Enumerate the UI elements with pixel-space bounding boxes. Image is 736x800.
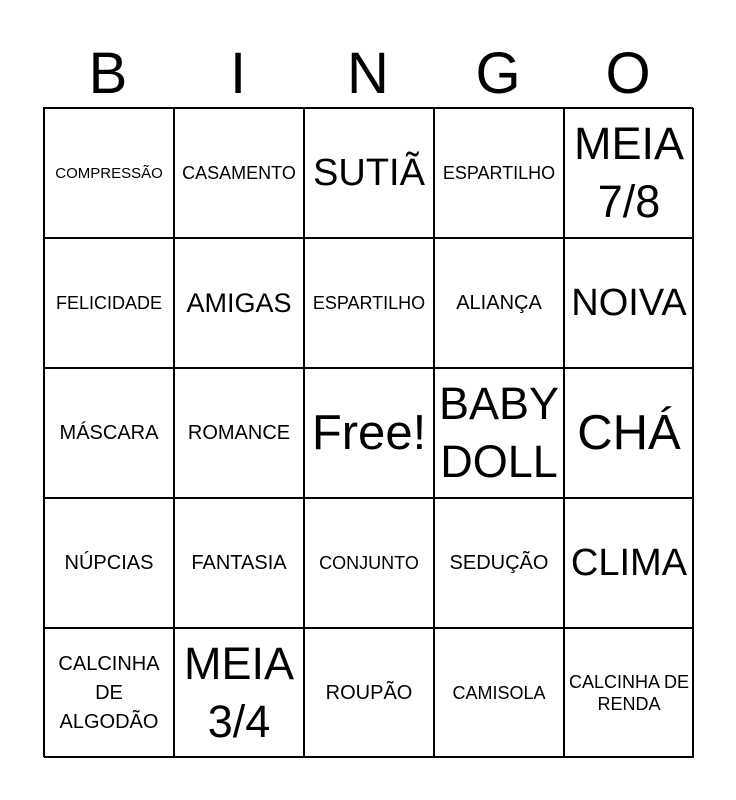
bingo-cell[interactable]: FANTASIA — [174, 498, 304, 628]
bingo-cell[interactable]: ROMANCE — [174, 368, 304, 498]
bingo-cell[interactable]: SUTIÃ — [304, 108, 434, 238]
bingo-cell[interactable]: CASAMENTO — [174, 108, 304, 238]
bingo-cell[interactable]: CAMISOLA — [434, 628, 564, 758]
header-letter-n: N — [347, 41, 389, 106]
free-space[interactable]: Free! — [304, 368, 434, 498]
bingo-cell[interactable]: ROUPÃO — [304, 628, 434, 758]
header-letter-o: O — [605, 41, 651, 106]
bingo-cell[interactable]: ESPARTILHO — [304, 238, 434, 368]
bingo-cell[interactable]: CLIMA — [564, 498, 694, 628]
header-letter-b: B — [88, 41, 128, 106]
bingo-cell[interactable]: MEIA 7/8 — [564, 108, 694, 238]
header-letter-g: G — [475, 41, 521, 106]
bingo-cell[interactable]: FELICIDADE — [44, 238, 174, 368]
bingo-cell[interactable]: COMPRESSÃO — [44, 108, 174, 238]
bingo-cell[interactable]: AMIGAS — [174, 238, 304, 368]
bingo-board — [43, 107, 693, 757]
bingo-header — [43, 40, 693, 108]
bingo-cell[interactable]: ALIANÇA — [434, 238, 564, 368]
bingo-cell[interactable]: SEDUÇÃO — [434, 498, 564, 628]
bingo-cell[interactable]: NÚPCIAS — [44, 498, 174, 628]
bingo-cell[interactable]: CHÁ — [564, 368, 694, 498]
bingo-cell[interactable]: MÁSCARA — [44, 368, 174, 498]
header-letter-i: I — [229, 41, 247, 106]
bingo-cell[interactable]: NOIVA — [564, 238, 694, 368]
bingo-cell[interactable]: CONJUNTO — [304, 498, 434, 628]
bingo-cell[interactable]: BABY DOLL — [434, 368, 564, 498]
bingo-cell[interactable]: MEIA 3/4 — [174, 628, 304, 758]
bingo-cell[interactable]: ESPARTILHO — [434, 108, 564, 238]
bingo-cell[interactable]: CALCINHA DE RENDA — [564, 628, 694, 758]
bingo-cell[interactable]: CALCINHA DE ALGODÃO — [44, 628, 174, 758]
